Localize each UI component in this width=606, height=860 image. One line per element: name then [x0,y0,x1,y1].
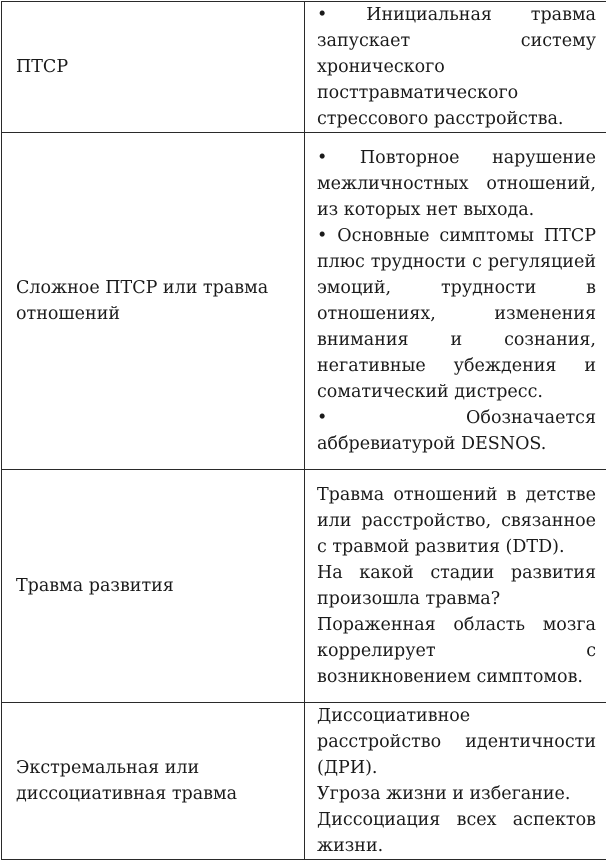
term-label: Экстремальная или диссоциативная травма [16,758,238,804]
table-row [2,133,606,470]
description-line: • Обозначается аббревиатурой DESNOS. [317,408,596,454]
description-line: Диссоциативное расстройство идентичности (ДРИ). [317,706,596,778]
term-cell [2,470,305,703]
description-line: • Повторное нарушение межличностных отношений, из которых нет выхода. [317,148,596,220]
description-line: Угроза жизни и избегание. [317,784,571,804]
table-row [2,703,606,860]
description-cell [305,470,606,703]
description-cell [305,133,606,470]
description-line: Пораженная область мозга коррелирует с возникновением симптомов. [317,615,596,687]
description-line: Диссоциация всех аспектов жизни. [317,810,596,856]
description-line: Травма отношений в детстве или расстройство, связанное с травмой развития (DTD). [317,485,596,557]
description-cell [305,2,606,133]
description [305,703,606,859]
description-cell [305,703,606,860]
table-row [2,470,606,703]
term-cell [2,2,305,133]
table-row [2,2,606,133]
description [305,145,606,457]
description [305,482,606,690]
term-label: ПТСР [16,57,69,77]
description-line: На какой стадии развития произошла травма? [317,563,596,609]
term-label: Сложное ПТСР или травма отношений [16,278,269,324]
description-line: • Инициальная травма запускает систему хронического посттравматического стрессового расстройства. [317,5,596,129]
trauma-types-table [1,1,606,860]
term-cell [2,703,305,860]
term-cell [2,133,305,470]
term-label: Травма развития [16,576,174,596]
description [305,2,606,132]
description-line: • Основные симптомы ПТСР плюс трудности с регуляцией эмоций, трудности в отношениях, изменения внимания и сознания, негативные убеждения и соматический дистресс. [317,226,596,402]
